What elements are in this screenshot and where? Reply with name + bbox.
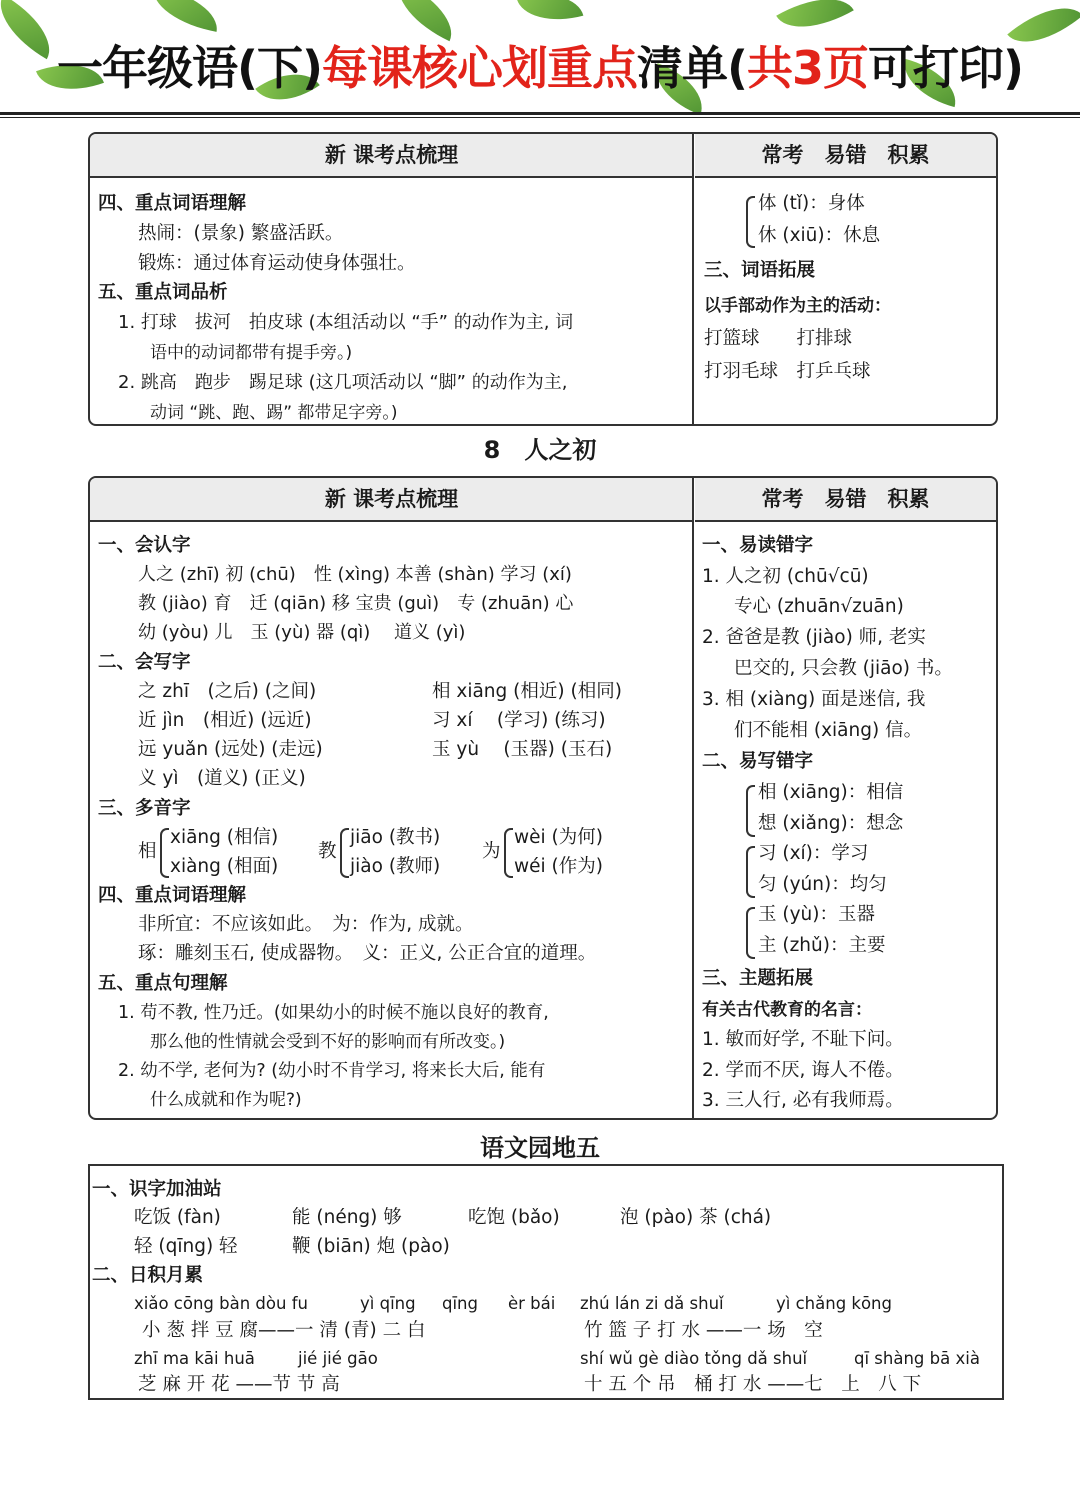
word-item: 泡 (pào) 茶 (chá) bbox=[620, 1207, 772, 1228]
idiom-line: 竹 篮 子 打 水 ——一 场 空 bbox=[584, 1320, 823, 1341]
right-header: 常考 易错 积累 bbox=[695, 478, 996, 522]
title-part: 共3页 bbox=[747, 41, 869, 95]
text-line: 打篮球 打排球 bbox=[704, 328, 853, 349]
section-heading: 一、会认字 bbox=[98, 535, 191, 556]
left-header: 新 课考点梳理 bbox=[90, 134, 693, 178]
write-char-item: 习 xí (学习) (练习) bbox=[432, 710, 606, 731]
polyphone-reading: wèi (为何) bbox=[514, 827, 603, 848]
sub-heading: 有关古代教育的名言： bbox=[702, 1000, 872, 1020]
char-pair-item: 休 (xiū)：休息 bbox=[758, 225, 881, 246]
brace bbox=[746, 907, 755, 959]
text-line: 专心 (zhuān√zuān) bbox=[734, 596, 904, 617]
word-item: 吃饱 (bǎo) bbox=[468, 1207, 560, 1228]
pinyin-line: xiǎo cōng bàn dòu fu bbox=[134, 1294, 308, 1313]
text-line: 锻炼：通过体育运动使身体强壮。 bbox=[138, 253, 416, 274]
text-line: 1. 打球 拔河 拍皮球 (本组活动以 “手” 的动作为主, 词 bbox=[118, 312, 574, 333]
leaf-decoration bbox=[148, 0, 223, 32]
title-part: 可打印) bbox=[868, 41, 1024, 95]
leaf-decoration bbox=[517, 0, 584, 31]
pinyin-line: zhú lán zi dǎ shuǐ bbox=[580, 1294, 724, 1313]
pinyin-line: qī shàng bā xià bbox=[854, 1349, 980, 1368]
section-heading: 三、词语拓展 bbox=[704, 260, 816, 281]
text-line: 1. 苟不教, 性乃迁。(如果幼小的时候不施以良好的教育, bbox=[118, 1003, 549, 1023]
text-line: 2. 幼不学, 老何为? (幼小时不肯学习, 将来长大后, 能有 bbox=[118, 1061, 546, 1081]
char-pair-item: 习 (xí)：学习 bbox=[758, 843, 869, 864]
idiom-line: 小 葱 拌 豆 腐——一 清 (青) 二 白 bbox=[142, 1320, 426, 1341]
pinyin-line: yì chǎng kōng bbox=[776, 1294, 892, 1313]
brace bbox=[340, 828, 349, 878]
text-line: 2. 跳高 跑步 踢足球 (这几项活动以 “脚” 的动作为主, bbox=[118, 372, 568, 393]
section-heading: 三、多音字 bbox=[98, 798, 191, 819]
section-heading: 二、易写错字 bbox=[702, 751, 814, 772]
quote-item: 3. 三人行, 必有我师焉。 bbox=[702, 1090, 904, 1111]
brace bbox=[746, 785, 755, 837]
char-pair-item: 体 (tǐ)：身体 bbox=[758, 193, 865, 214]
polyphone-reading: wéi (作为) bbox=[514, 856, 603, 877]
polyphone-reading: xiāng (相信) bbox=[170, 827, 279, 848]
idiom-line: 十 五 个 吊 桶 打 水 ——七 上 八 下 bbox=[584, 1374, 922, 1395]
text-line: 幼 (yòu) 儿 玉 (yù) 器 (qì) 道义 (yì) bbox=[138, 622, 466, 643]
char-pair-item: 匀 (yún)：均匀 bbox=[758, 874, 887, 895]
quote-item: 1. 敏而好学, 不耻下问。 bbox=[702, 1029, 904, 1050]
text-line: 那么他的性情就会受到不好的影响而有所改变。) bbox=[150, 1032, 506, 1052]
title-part: 一年级语(下) bbox=[56, 41, 322, 95]
text-line: 3. 相 (xiàng) 面是迷信, 我 bbox=[702, 689, 926, 710]
brace bbox=[746, 846, 755, 898]
title-banner bbox=[0, 0, 1080, 118]
word-item: 能 (néng) 够 bbox=[292, 1207, 402, 1228]
section-title-garden5: 语文园地五 bbox=[480, 1134, 600, 1162]
page-title bbox=[0, 32, 1080, 98]
write-char-item: 之 zhī (之后) (之间) bbox=[138, 681, 317, 702]
section-heading: 一、识字加油站 bbox=[92, 1179, 222, 1200]
brace bbox=[746, 196, 755, 248]
write-char-item: 相 xiāng (相近) (相同) bbox=[432, 681, 622, 702]
title-part: 清单( bbox=[636, 41, 748, 95]
write-char-item: 远 yuǎn (远处) (走远) bbox=[138, 739, 323, 760]
garden5-box bbox=[88, 1164, 1004, 1400]
char-pair-item: 想 (xiǎng)：想念 bbox=[758, 813, 904, 834]
char-pair-item: 主 (zhǔ)：主要 bbox=[758, 935, 886, 956]
pinyin-line: yì qīng bbox=[360, 1294, 416, 1313]
text-line: 教 (jiào) 育 迁 (qiān) 移 宝贵 (guì) 专 (zhuān) 心 bbox=[138, 593, 574, 614]
title-part: 每课核心划重点 bbox=[321, 41, 637, 95]
word-item: 鞭 (biān) 炮 (pào) bbox=[292, 1236, 450, 1257]
brace bbox=[504, 828, 513, 878]
section-heading: 四、重点词语理解 bbox=[98, 885, 247, 906]
text-line: 2. 爸爸是教 (jiào) 师, 老实 bbox=[702, 627, 926, 648]
section-heading: 三、主题拓展 bbox=[702, 968, 814, 989]
section-heading: 一、易读错字 bbox=[702, 535, 814, 556]
polyphone-reading: xiàng (相面) bbox=[170, 856, 279, 877]
word-item: 吃饭 (fàn) bbox=[134, 1207, 221, 1228]
polyphone-char: 相 bbox=[138, 841, 157, 862]
text-line: 语中的动词都带有提手旁。) bbox=[150, 343, 353, 363]
text-line: 动词 “跳、跑、踢” 都带足字旁。) bbox=[150, 403, 398, 423]
pinyin-line: zhī ma kāi huā bbox=[134, 1349, 255, 1368]
text-line: 们不能相 (xiāng) 信。 bbox=[734, 720, 923, 741]
pinyin-line: shí wǔ gè diào tǒng dǎ shuǐ bbox=[580, 1349, 808, 1368]
column-divider bbox=[692, 134, 694, 424]
polyphone-reading: jiào (教师) bbox=[350, 856, 441, 877]
brace bbox=[160, 828, 169, 878]
column-divider bbox=[692, 478, 694, 1118]
idiom-line: 芝 麻 开 花 ——节 节 高 bbox=[138, 1374, 340, 1395]
pinyin-line: jié jié gāo bbox=[298, 1349, 378, 1368]
pinyin-line: èr bái bbox=[508, 1294, 556, 1313]
divider bbox=[0, 117, 1080, 118]
right-header: 常考 易错 积累 bbox=[695, 134, 996, 178]
polyphone-reading: jiāo (教书) bbox=[350, 827, 441, 848]
text-line: 热闹：(景象) 繁盛活跃。 bbox=[138, 223, 344, 244]
write-char-item: 玉 yù (玉器) (玉石) bbox=[432, 739, 613, 760]
text-line: 什么成就和作为呢?) bbox=[150, 1090, 302, 1110]
pinyin-line: qīng bbox=[442, 1294, 478, 1313]
divider bbox=[0, 112, 1080, 115]
section-heading: 二、日积月累 bbox=[92, 1265, 204, 1286]
sub-heading: 以手部动作为主的活动： bbox=[704, 296, 891, 316]
section-heading: 四、重点词语理解 bbox=[98, 193, 247, 214]
text-line: 非所宜：不应该如此。 为：作为, 成就。 bbox=[138, 914, 474, 935]
text-line: 琢：雕刻玉石, 使成器物。 义：正义, 公正合宜的道理。 bbox=[138, 943, 597, 964]
polyphone-char: 教 bbox=[318, 841, 337, 862]
text-line: 人之 (zhī) 初 (chū) 性 (xìng) 本善 (shàn) 学习 (xí) bbox=[138, 564, 572, 585]
write-char-item: 近 jìn (相近) (远近) bbox=[138, 710, 312, 731]
table-lesson7-review bbox=[88, 132, 998, 426]
section-heading: 五、重点词品析 bbox=[98, 282, 228, 303]
char-pair-item: 玉 (yù)：玉器 bbox=[758, 904, 875, 925]
word-item: 轻 (qīng) 轻 bbox=[134, 1236, 238, 1257]
text-line: 打羽毛球 打乒乓球 bbox=[704, 361, 871, 382]
text-line: 巴交的, 只会教 (jiāo) 书。 bbox=[734, 658, 953, 679]
section-heading: 二、会写字 bbox=[98, 652, 191, 673]
text-line: 1. 人之初 (chū√cū) bbox=[702, 566, 869, 587]
quote-item: 2. 学而不厌, 诲人不倦。 bbox=[702, 1060, 904, 1081]
left-header: 新 课考点梳理 bbox=[90, 478, 693, 522]
polyphone-char: 为 bbox=[482, 841, 501, 862]
section-heading: 五、重点句理解 bbox=[98, 973, 228, 994]
lesson-title: 8 人之初 bbox=[483, 436, 597, 464]
char-pair-item: 相 (xiāng)：相信 bbox=[758, 782, 904, 803]
table-lesson8-review bbox=[88, 476, 998, 1120]
write-char-item: 义 yì (道义) (正义) bbox=[138, 768, 306, 789]
